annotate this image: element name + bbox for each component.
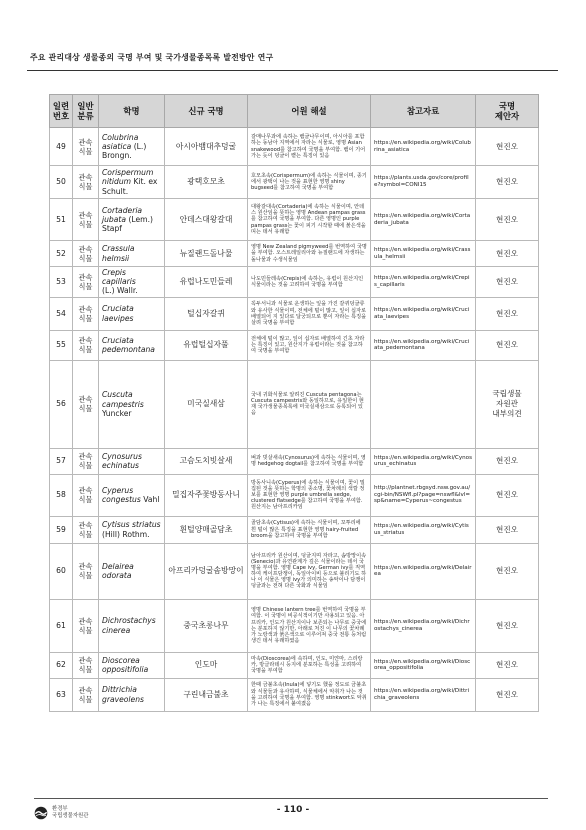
scientific-name-author: Kit. ex Schult. bbox=[102, 177, 158, 196]
table-row bbox=[50, 678, 539, 711]
category-cell: 관속 식물 bbox=[73, 474, 99, 516]
scientific-name-italic: Cuscuta campestris bbox=[102, 390, 144, 409]
new-korean-name-cell: 구린내금불초 bbox=[165, 678, 248, 711]
scientific-name-italic: Cortaderia jubata bbox=[102, 205, 143, 224]
table-header-row bbox=[50, 95, 539, 128]
scientific-name-italic: Dichrostachys cinerea bbox=[102, 616, 156, 635]
table-row bbox=[50, 166, 539, 199]
proposer-cell: 현진오 bbox=[476, 474, 539, 516]
table-row bbox=[50, 360, 539, 448]
reference-cell: http://plantnet.rbgsyd.nsw.gov.au/cgi-bin/NSWfl.pl?page=nswfl&lvl=sp&name=Cyperus~congestus bbox=[371, 474, 476, 516]
etymology-cell: 방동사니속(Cyperus)에 속하는 식물이며, 꽃이 밀집된 것을 뜻하는 학명의 종소명, 꽃차례의 색깔 정보를 표현한 영명 purple umbrella sedge, clustered flatsedge를 참고하여 국명을 부여함. 원산지는 남아프리카임 bbox=[248, 474, 371, 516]
reference-cell: https://en.wikipedia.org/wiki/Dittrichia_graveolens bbox=[371, 678, 476, 711]
new-korean-name-cell: 뉴질랜드돌나물 bbox=[165, 241, 248, 267]
etymology-cell: 대왕갈대속(Cortaderia)에 속하는 식물이며, 안데스 원산임을 뜻하는 영명 Andean pampas grass를 참고하여 국명을 부여함. 다른 영명인 purple pampas grass는 꽃이 피기 시작할 때에 붉은색을 띠는 데서 유래함 bbox=[248, 199, 371, 241]
serial-number-cell: 56 bbox=[50, 360, 73, 448]
table-row bbox=[50, 516, 539, 543]
scientific-name-cell bbox=[99, 297, 165, 330]
etymology-cell: 남아프리카 원산이며, 덩굴지며 자라고, 솜방망이속(Senecio)과 유연관계가 깊은 식물이라는 데서 국명을 부여함. 영명 Cape ivy, German ivy를 직역하여 케이프담쟁이, 독일아이비 등으로 불리기도 하나 이 식물은 영명 ivy가 의미하는 송악이나 담쟁이덩굴과는 전혀 다른 국화과 식물임 bbox=[248, 543, 371, 599]
table-row bbox=[50, 652, 539, 678]
serial-number-cell: 59 bbox=[50, 516, 73, 543]
etymology-cell: 나도민들레속(Crepis)에 속하는, 유럽이 원산지인 식물이라는 것을 고려하여 국명을 부여함 bbox=[248, 267, 371, 298]
table-row bbox=[50, 241, 539, 267]
new-korean-name-cell: 안데스대왕갈대 bbox=[165, 199, 248, 241]
proposer-cell: 현진오 bbox=[476, 330, 539, 360]
reference-cell: https://en.wikipedia.org/wiki/Crassula_helmsii bbox=[371, 241, 476, 267]
etymology-cell: 갈매나무과에 속하는 뱀굴나무이며, 아시아를 포함하는 동남아 지역에서 자라는 식물로, 영명 Asian snakewood를 참고하여 국명을 부여함. 뱀이 기어가는 듯이 덩굴이 뻗는 특징이 있음 bbox=[248, 128, 371, 166]
etymology-cell: 한때 금불초속(Inula)에 넣기도 했을 정도로 금불초와 식물들과 유사하며, 식물체에서 악취가 나는 것을 고려하여 국명을 부여함. 영명 stinkwort도 악취가 나는 특징에서 붙여졌음 bbox=[248, 678, 371, 711]
etymology-cell: 벼과 빗살새속(Cynosurus)에 속하는 식물이며, 영명 hedgehog dogtail를 참고하여 국명을 부여함 bbox=[248, 448, 371, 474]
serial-number-cell: 50 bbox=[50, 166, 73, 199]
reference-cell: https://en.wikipedia.org/wiki/Cynosurus_echinatus bbox=[371, 448, 476, 474]
serial-number-cell: 57 bbox=[50, 448, 73, 474]
serial-number-cell: 51 bbox=[50, 199, 73, 241]
etymology-cell: 영명 Chinese lantern tree를 번역하여 국명을 부여함. 이 국명이 비공식적이기만 사용되고 있음. 아프리카, 인도가 원산지이나 보존되는 나무로 중국에는 분포하지 않기만, 아래로 처진 이 나무의 꽃차례가 노랑색과 붉은색으로 이루어져 중국 전통 등처럼 생긴 데서 유래하였음 bbox=[248, 599, 371, 652]
proposer-cell: 현진오 bbox=[476, 166, 539, 199]
table-row bbox=[50, 297, 539, 330]
category-cell: 관속 식물 bbox=[73, 543, 99, 599]
reference-cell: https://en.wikipedia.org/wiki/Cruciata_laevipes bbox=[371, 297, 476, 330]
scientific-name-cell bbox=[99, 652, 165, 678]
header-category: 일반 분류 bbox=[73, 95, 99, 128]
proposer-cell: 현진오 bbox=[476, 599, 539, 652]
scientific-name-author: (L.) Wallr. bbox=[102, 286, 138, 296]
new-korean-name-cell: 중국초롱나무 bbox=[165, 599, 248, 652]
header-scientific-name: 학명 bbox=[99, 95, 165, 128]
scientific-name-italic: Cynosurus echinatus bbox=[102, 451, 142, 471]
category-cell: 관속 식물 bbox=[73, 199, 99, 241]
proposer-cell: 현진오 bbox=[476, 543, 539, 599]
new-korean-name-cell: 밀집자주꽃방동사니 bbox=[165, 474, 248, 516]
scientific-name-cell bbox=[99, 599, 165, 652]
reference-cell: https://plants.usda.gov/core/profile?symbol=CONI15 bbox=[371, 166, 476, 199]
etymology-cell: 마속(Dioscorea)에 속하며, 인도, 미얀마, 스리랑카, 방글라데시 등지에 분포하는 특성을 고려하여 국명을 부여함 bbox=[248, 652, 371, 678]
scientific-name-cell bbox=[99, 128, 165, 166]
table-row bbox=[50, 128, 539, 166]
header-new-korean-name: 신규 국명 bbox=[165, 95, 248, 128]
ministry-logo-text: 환경부 국립생물자원관 bbox=[52, 806, 89, 819]
etymology-cell: 국내 귀화식물로 알려진 Cuscuta pentagona는 Cuscuta campestris와 동일하므로, 유일한이 현재 국가생물종목록에 미국실새삼으로 등록되어 있음 bbox=[248, 360, 371, 448]
serial-number-cell: 62 bbox=[50, 652, 73, 678]
table-body bbox=[50, 128, 539, 712]
new-korean-name-cell: 흰털양매골담초 bbox=[165, 516, 248, 543]
table-row bbox=[50, 199, 539, 241]
scientific-name-cell bbox=[99, 543, 165, 599]
category-cell: 관속 식물 bbox=[73, 360, 99, 448]
header-rule bbox=[27, 70, 558, 71]
scientific-name-cell bbox=[99, 330, 165, 360]
scientific-name-cell bbox=[99, 448, 165, 474]
scientific-name-italic: Cyperus congestus bbox=[102, 485, 141, 505]
proposer-cell: 현진오 bbox=[476, 128, 539, 166]
reference-cell: https://en.wikipedia.org/wiki/Cortaderia_jubata bbox=[371, 199, 476, 241]
scientific-name-author: (Hill) Rothm. bbox=[102, 529, 150, 539]
proposer-cell: 현진오 bbox=[476, 297, 539, 330]
serial-number-cell: 60 bbox=[50, 543, 73, 599]
header-proposer: 국명 제안자 bbox=[476, 95, 539, 128]
table-row bbox=[50, 448, 539, 474]
reference-cell: https://en.wikipedia.org/wiki/Dioscorea_oppositifolia bbox=[371, 652, 476, 678]
scientific-name-cell bbox=[99, 166, 165, 199]
scientific-name-cell bbox=[99, 474, 165, 516]
etymology-cell: 영명 New Zealand pigmyweed를 번역하여 국명을 부여함. 오스트레일리아와 뉴질랜드에 자생하는 돌나물과 수생식물임 bbox=[248, 241, 371, 267]
etymology-cell: 전체에 털이 많고, 잎이 십자로 배열하여 긴초 자라는 특징이 있고, 원산지가 유럽이라는 것을 참고하여 국명을 부여함 bbox=[248, 330, 371, 360]
new-korean-name-cell: 유럽털십자풀 bbox=[165, 330, 248, 360]
reference-cell: https://en.wikipedia.org/wiki/Crepis_capillaris bbox=[371, 267, 476, 298]
serial-number-cell: 63 bbox=[50, 678, 73, 711]
category-cell: 관속 식물 bbox=[73, 678, 99, 711]
new-korean-name-cell: 아프리카덩굴솜방망이 bbox=[165, 543, 248, 599]
new-korean-name-cell: 아시아뱀대추덩굴 bbox=[165, 128, 248, 166]
table-row bbox=[50, 330, 539, 360]
table-row bbox=[50, 474, 539, 516]
proposer-cell: 현진오 bbox=[476, 652, 539, 678]
serial-number-cell: 53 bbox=[50, 267, 73, 298]
scientific-name-italic: Cytisus striatus bbox=[102, 520, 161, 530]
scientific-name-cell bbox=[99, 267, 165, 298]
scientific-name-italic: Cruciata pedemontana bbox=[102, 335, 155, 355]
category-cell: 관속 식물 bbox=[73, 128, 99, 166]
scientific-name-italic: Dioscorea oppositifolia bbox=[102, 655, 149, 675]
proposer-cell: 현진오 bbox=[476, 267, 539, 298]
scientific-name-cell bbox=[99, 678, 165, 711]
table-row bbox=[50, 599, 539, 652]
new-korean-name-cell: 인도마 bbox=[165, 652, 248, 678]
reference-cell: https://en.wikipedia.org/wiki/Cruciata_pedemontana bbox=[371, 330, 476, 360]
serial-number-cell: 54 bbox=[50, 297, 73, 330]
scientific-name-author: Yuncker bbox=[102, 408, 132, 418]
category-cell: 관속 식물 bbox=[73, 166, 99, 199]
reference-cell: https://en.wikipedia.org/wiki/Delairea bbox=[371, 543, 476, 599]
scientific-name-italic: Corispermum nitidum bbox=[102, 168, 154, 187]
new-korean-name-cell: 고슴도치빗살새 bbox=[165, 448, 248, 474]
category-cell: 관속 식물 bbox=[73, 652, 99, 678]
reference-cell bbox=[371, 360, 476, 448]
scientific-name-italic: Cruciata laevipes bbox=[102, 304, 134, 323]
proposer-cell: 현진오 bbox=[476, 448, 539, 474]
category-cell: 관속 식물 bbox=[73, 448, 99, 474]
scientific-name-author: (L.) Brongn. bbox=[102, 141, 147, 161]
serial-number-cell: 52 bbox=[50, 241, 73, 267]
header-serial-number: 일련 번호 bbox=[50, 95, 73, 128]
category-cell: 관속 식물 bbox=[73, 599, 99, 652]
new-korean-name-cell: 광택호모초 bbox=[165, 166, 248, 199]
proposer-cell: 현진오 bbox=[476, 678, 539, 711]
scientific-name-author: (Lem.) Stapf bbox=[102, 214, 153, 234]
scientific-name-cell bbox=[99, 516, 165, 543]
category-cell: 관속 식물 bbox=[73, 297, 99, 330]
reference-cell: https://en.wikipedia.org/wiki/Colubrina_asiatica bbox=[371, 128, 476, 166]
new-korean-name-cell: 털십자갈퀴 bbox=[165, 297, 248, 330]
footer-rule bbox=[34, 798, 548, 799]
category-cell: 관속 식물 bbox=[73, 267, 99, 298]
category-cell: 관속 식물 bbox=[73, 516, 99, 543]
scientific-name-italic: Colubrina asiatica bbox=[102, 132, 139, 151]
new-korean-name-cell: 유럽나도민들레 bbox=[165, 267, 248, 298]
scientific-name-italic: Dittrichia graveolens bbox=[102, 685, 144, 704]
running-header: 주요 관리대상 생물종의 국명 부여 및 국가생물종목록 발전방안 연구 bbox=[30, 53, 274, 62]
table-row bbox=[50, 543, 539, 599]
etymology-cell: 골담초속(Cytisus)에 속하는 식물이며, 꼬투리에 흰 털이 많은 특징을 표현한 영명 hairy-fruited broom을 참고하여 국명을 부여함 bbox=[248, 516, 371, 543]
proposer-cell: 현진오 bbox=[476, 241, 539, 267]
proposer-cell: 현진오 bbox=[476, 516, 539, 543]
scientific-name-italic: Crepis capillaris bbox=[102, 268, 136, 287]
table-row bbox=[50, 267, 539, 298]
proposer-cell: 현진오 bbox=[476, 199, 539, 241]
page-number: - 110 - bbox=[276, 805, 310, 815]
scientific-name-cell bbox=[99, 360, 165, 448]
category-cell: 관속 식물 bbox=[73, 241, 99, 267]
species-table bbox=[49, 94, 539, 712]
reference-cell: https://en.wikipedia.org/wiki/Cytisus_striatus bbox=[371, 516, 476, 543]
serial-number-cell: 61 bbox=[50, 599, 73, 652]
proposer-cell: 국립생물 자원관 내부의견 bbox=[476, 360, 539, 448]
serial-number-cell: 55 bbox=[50, 330, 73, 360]
new-korean-name-cell: 미국실새삼 bbox=[165, 360, 248, 448]
reference-cell: https://en.wikipedia.org/wiki/Dichrostachys_cinerea bbox=[371, 599, 476, 652]
species-table-container bbox=[49, 94, 538, 712]
scientific-name-italic: Crassula helmsii bbox=[102, 244, 135, 263]
etymology-cell: 호모초속(Corispermum)에 속하는 식물이며, 종기에서 광택이 나는 것을 표현한 영명 shiny bugseed를 참고하여 국명을 부여함 bbox=[248, 166, 371, 199]
scientific-name-cell bbox=[99, 199, 165, 241]
header-etymology: 어원 해설 bbox=[248, 95, 371, 128]
etymology-cell: 꼭두서니과 식물로 운생하는 잎을 가진 갈퀴덩굴류와 유사한 식물이며, 전체에 털이 많고, 잎이 십자로 배열되어 지 있다로 달궁되므로 뿐이 자라는 특징을 살려 국명을 부여함 bbox=[248, 297, 371, 330]
scientific-name-author: Vahl bbox=[140, 495, 160, 505]
scientific-name-italic: Delairea odorata bbox=[102, 561, 134, 581]
serial-number-cell: 58 bbox=[50, 474, 73, 516]
serial-number-cell: 49 bbox=[50, 128, 73, 166]
category-cell: 관속 식물 bbox=[73, 330, 99, 360]
scientific-name-cell bbox=[99, 241, 165, 267]
header-reference: 참고자료 bbox=[371, 95, 476, 128]
